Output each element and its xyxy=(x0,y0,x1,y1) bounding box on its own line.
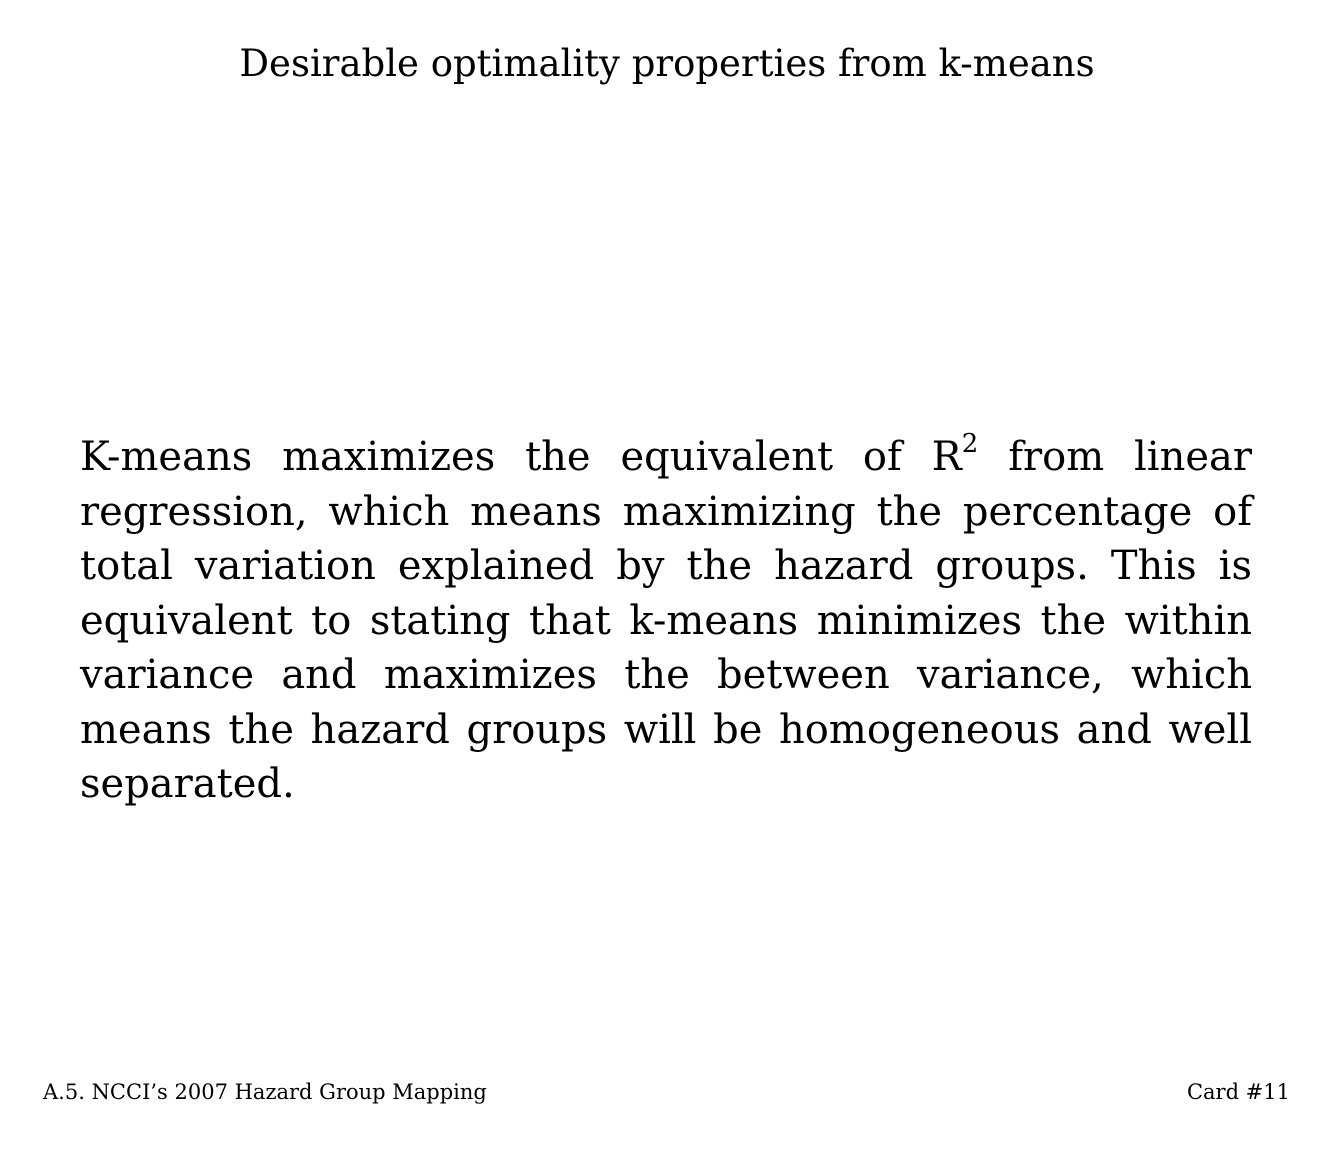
footer-section-label: A.5. NCCI’s 2007 Hazard Group Mapping xyxy=(43,1080,487,1104)
r-squared-superscript: 2 xyxy=(961,429,979,459)
card-body xyxy=(80,430,1252,812)
body-text-part2: from linear regression, which means maximizing the percentage of total variation explained by the hazard groups. This is equivalent to stating that k-means minimizes the within variance and maximizes the between variance, which means the hazard groups will be homogeneous and well separated. xyxy=(80,434,1253,807)
card-footer xyxy=(43,1078,1290,1106)
footer-card-number: Card #11 xyxy=(1186,1080,1290,1104)
card-title: Desirable optimality properties from k-means xyxy=(239,42,1095,85)
body-text-part1: K-means maximizes the equivalent of R xyxy=(80,434,962,480)
